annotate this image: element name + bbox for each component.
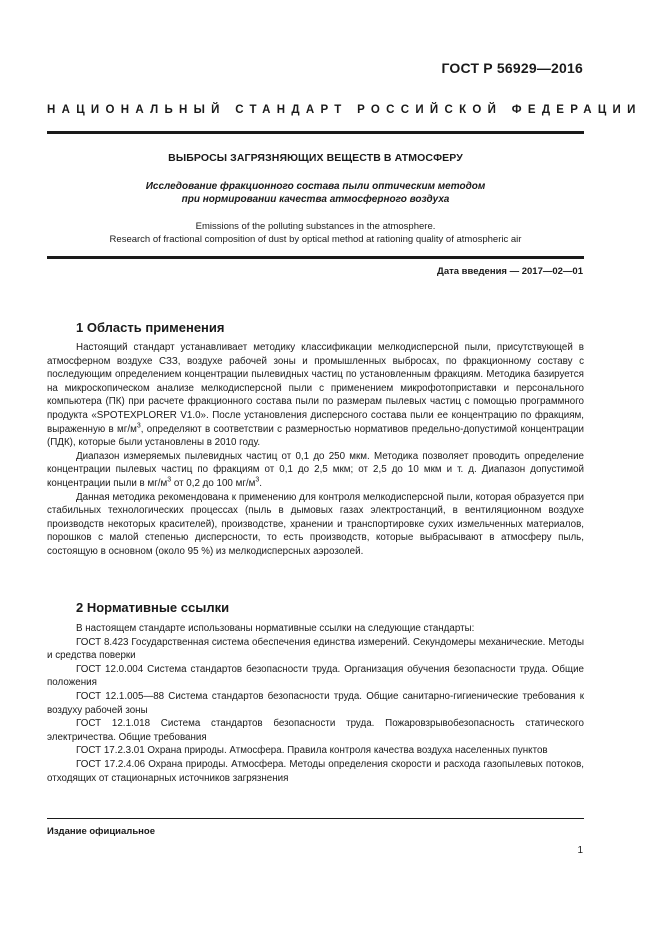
normative-reference: ГОСТ 12.1.018 Система стандартов безопасности труда. Пожаровзрывобезопасность статического электричества. Общие требования <box>47 718 584 743</box>
section-1-heading: 1 Область применения <box>76 320 225 335</box>
section-2-heading: 2 Нормативные ссылки <box>76 600 230 615</box>
header-rule <box>47 131 584 134</box>
introduction-date: Дата введения — 2017—02—01 <box>437 266 583 277</box>
normative-reference: ГОСТ 17.2.4.06 Охрана природы. Атмосфера. Методы определения скорости и расхода газопылевых потоков, отходящих от стационарных источников загрязнения <box>47 758 584 784</box>
english-title <box>47 220 584 246</box>
english-title-line-2: Research of fractional composition of dust by optical method at rationing quality of atmospheric air <box>109 234 522 245</box>
document-title: ВЫБРОСЫ ЗАГРЯЗНЯЮЩИХ ВЕЩЕСТВ В АТМОСФЕРУ <box>168 152 463 164</box>
official-edition-label: Издание официальное <box>47 826 155 837</box>
document-subtitle <box>47 180 584 206</box>
subtitle-line-1: Исследование фракционного состава пыли оптическим методом <box>145 181 486 192</box>
normative-reference: ГОСТ 17.2.3.01 Охрана природы. Атмосфера. Правила контроля качества воздуха населенных пунктов <box>76 745 548 757</box>
section-1-body <box>47 341 584 559</box>
normative-reference: ГОСТ 12.0.004 Система стандартов безопасности труда. Организация обучения безопасности труда. Общие положения <box>47 663 584 689</box>
section-2-body <box>47 622 584 785</box>
normative-reference: ГОСТ 8.423 Государственная система обеспечения единства измерений. Секундомеры механические. Методы и средства поверки <box>47 636 584 662</box>
section-1-paragraph-1: Настоящий стандарт устанавливает методику классификации мелкодисперсной пыли, присутствующей в атмосферном воздухе СЗЗ, воздухе рабочей зоны и промышленных выбросах, по фракционному составу с последующим определением концентрации пылевидных частиц по установленным фракциям. Методика базируется на микроскопическом анализе мелкодисперсной пыли с применением микрофотоприставки и персонального компьютера (ПК) при расчете фракционного состава пыли по размерам пылевых частиц с помощью программного продукта «SPOTEXPLORER V1.0». После установления дисперсного состава пыли ее концентрацию по фракциям, выраженную в $мг/м^3$, определяют в соответствии с размерностью нормативов предельно-допустимой концентрации (ПДК), которые были установлены в 2010 году. <box>47 342 584 449</box>
normative-reference: ГОСТ 12.1.005—88 Система стандартов безопасности труда. Общие санитарно-гигиенические требования к воздуху рабочей зоны <box>47 690 584 716</box>
national-standard-heading: НАЦИОНАЛЬНЫЙ СТАНДАРТ РОССИЙСКОЙ ФЕДЕРАЦИИ <box>47 104 642 116</box>
page-number: 1 <box>577 845 583 856</box>
english-title-line-1: Emissions of the polluting substances in the atmosphere. <box>195 221 436 232</box>
subtitle-line-2: при нормировании качества атмосферного воздуха <box>181 194 450 205</box>
footer-rule <box>47 818 584 819</box>
title-rule <box>47 256 584 259</box>
section-1-paragraph-3: Данная методика рекомендована к применению для контроля мелкодисперсной пыли, которая образуется при стабильных технологических процессах (пыль в дымовых газах электростанций, в вентиляционном воздухе производств некоторых красителей), производстве, хранении и транспортировке сухих измельченных материалов, порошков с малой степенью дисперсности, то есть производств, которые выбрасывают в атмосферу пыль, состоящую в основном (около 95 %) из мелкодисперсных аэрозолей. <box>47 491 584 557</box>
section-2-intro: В настоящем стандарте использованы нормативные ссылки на следующие стандарты: <box>76 623 475 634</box>
section-1-paragraph-2: Диапазон измеряемых пылевидных частиц от 0,1 до 250 мкм. Методика позволяет проводить определение концентрации пылевых частиц по фракциям от 0,1 до 2,5 мкм; от 2,5 до 10 мкм и т. д. Диапазон допустимой концентрации пыли в $мг/м^3$ от 0,2 до 100 $мг/м^3$. <box>47 450 584 489</box>
gost-number: ГОСТ Р 56929—2016 <box>441 60 583 76</box>
